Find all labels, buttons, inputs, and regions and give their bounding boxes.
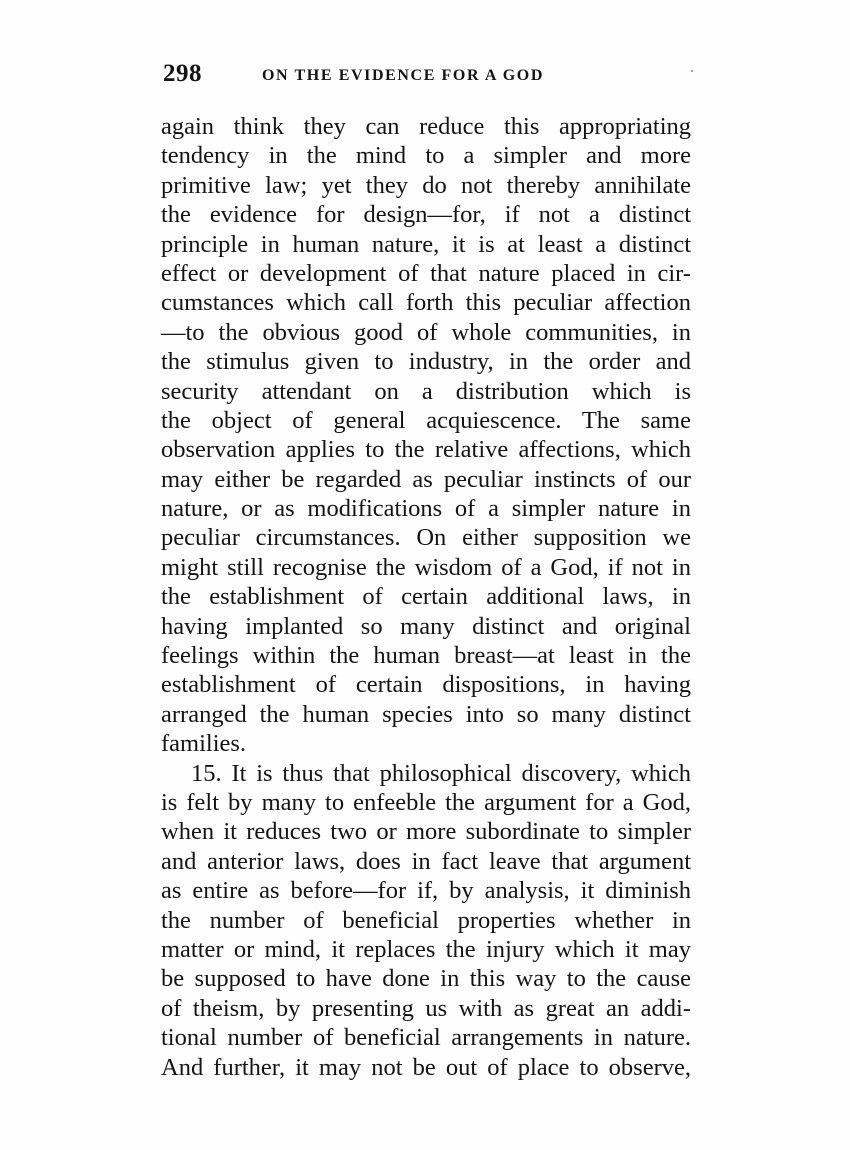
text-line: observation applies to the relative affections, which xyxy=(161,436,691,464)
running-title: ON THE EVIDENCE FOR A GOD xyxy=(262,67,544,84)
text-line: And further, it may not be out of place to observe, xyxy=(161,1053,691,1081)
text-line: might still recognise the wisdom of a God, if not in xyxy=(161,553,691,581)
text-line: establishment of certain dispositions, in having xyxy=(161,671,691,699)
text-line: security attendant on a distribution which is xyxy=(161,377,691,405)
text-line: peculiar circumstances. On either supposition we xyxy=(161,524,691,552)
text-line: may either be regarded as peculiar instincts of our xyxy=(161,465,691,493)
text-line: the object of general acquiescence. The same xyxy=(161,406,691,434)
text-line: the evidence for design—for, if not a distinct xyxy=(161,201,691,229)
text-line: nature, or as modifications of a simpler nature in xyxy=(161,495,691,523)
running-header xyxy=(163,60,693,92)
text-line: tendency in the mind to a simpler and more xyxy=(161,142,691,170)
text-line: primitive law; yet they do not thereby annihilate xyxy=(161,171,691,199)
text-line: the establishment of certain additional laws, in xyxy=(161,583,691,611)
text-line: feelings within the human breast—at least in the xyxy=(161,642,691,670)
text-line: and anterior laws, does in fact leave that argument xyxy=(161,847,691,875)
text-line: when it reduces two or more subordinate to simpler xyxy=(161,818,691,846)
text-line: arranged the human species into so many distinct xyxy=(161,700,691,728)
text-line: principle in human nature, it is at least a distinct xyxy=(161,230,691,258)
text-line: as entire as before—for if, by analysis, it diminish xyxy=(161,877,691,905)
text-line: the stimulus given to industry, in the order and xyxy=(161,348,691,376)
print-speck xyxy=(691,70,693,72)
text-line: —to the obvious good of whole communities, in xyxy=(161,318,691,346)
text-line: having implanted so many distinct and original xyxy=(161,612,691,640)
text-line: effect or development of that nature placed in cir- xyxy=(161,259,691,287)
text-line: matter or mind, it replaces the injury which it may xyxy=(161,935,691,963)
page-number: 298 xyxy=(163,60,202,87)
text-line: cumstances which call forth this peculiar affection xyxy=(161,289,691,317)
text-line: again think they can reduce this appropriating xyxy=(161,113,691,140)
body-text xyxy=(161,112,691,1082)
text-line: tional number of beneficial arrangements in nature. xyxy=(161,1024,691,1052)
text-line: the number of beneficial properties whether in xyxy=(161,906,691,934)
text-line: of theism, by presenting us with as great an addi- xyxy=(161,994,691,1022)
text-line: be supposed to have done in this way to the cause xyxy=(161,965,691,993)
paragraph-start-line: 15. It is thus that philosophical discovery, which xyxy=(191,759,691,787)
text-line: is felt by many to enfeeble the argument for a God, xyxy=(161,788,691,816)
paragraph-end-line: families. xyxy=(161,730,247,758)
